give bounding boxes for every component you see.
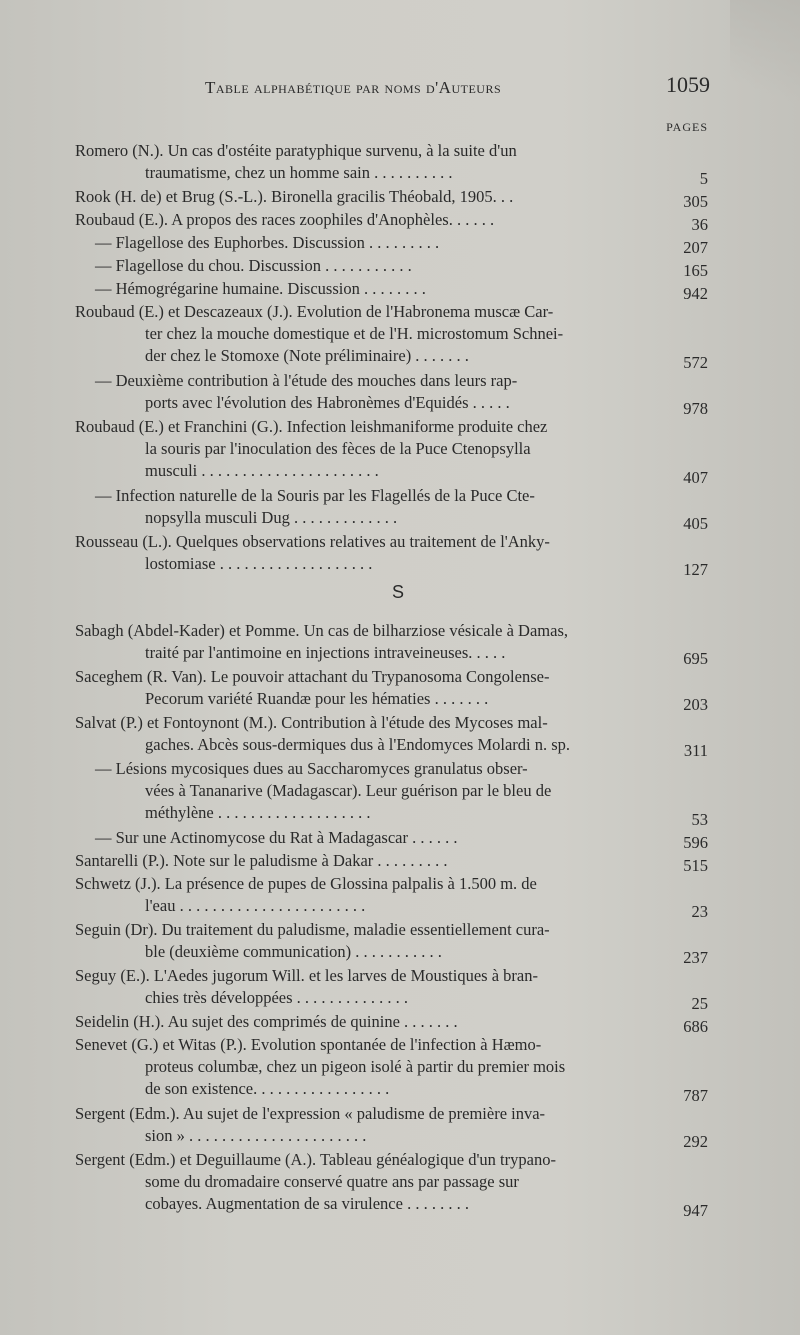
entry-line: traité par l'antimoine en injections intraveineuses. . . . . [145, 643, 506, 662]
index-entry [75, 209, 675, 231]
entry-page-number: 515 [683, 856, 708, 875]
entry-line: musculi . . . . . . . . . . . . . . . . . . . . . . [145, 461, 379, 480]
index-entry [75, 186, 675, 208]
entry-page-number: 127 [683, 560, 708, 579]
entry-line: — Flagellose des Euphorbes. Discussion . . . . . . . . . [95, 233, 440, 252]
index-entry [75, 712, 675, 756]
entry-line: Saceghem (R. Van). Le pouvoir attachant du Trypanosoma Congolense- [75, 667, 550, 686]
entry-line: cobayes. Augmentation de sa virulence . . . . . . . . [145, 1194, 469, 1213]
index-entry [75, 416, 675, 482]
index-entry [75, 827, 675, 849]
entry-page-number: 695 [683, 649, 708, 668]
entry-line: gaches. Abcès sous-dermiques dus à l'Endomyces Molardi n. sp. [145, 735, 571, 754]
index-entry [75, 666, 675, 710]
index-entry [75, 485, 675, 529]
entry-line: Pecorum variété Ruandæ pour les hématies . . . . . . . [145, 689, 489, 708]
index-entry [75, 1103, 675, 1147]
page-number: 1059 [666, 72, 710, 97]
entry-page-number: 5 [699, 169, 708, 188]
index-entry [75, 850, 675, 872]
entry-page-number: 407 [683, 468, 708, 487]
index-entry [75, 1149, 675, 1215]
entry-line: ports avec l'évolution des Habronèmes d'Equidés . . . . . [145, 393, 510, 412]
entry-page-number: 311 [683, 741, 708, 760]
entry-line: Rousseau (L.). Quelques observations relatives au traitement de l'Anky- [75, 532, 550, 551]
entry-page-number: 686 [683, 1017, 708, 1036]
entry-line: Sergent (Edm.) et Deguillaume (A.). Tableau généalogique d'un trypano- [75, 1150, 556, 1169]
entry-line: traumatisme, chez un homme sain . . . . . . . . . . [145, 163, 453, 182]
entry-line: Schwetz (J.). La présence de pupes de Glossina palpalis à 1.500 m. de [75, 874, 537, 893]
entry-line: Seidelin (H.). Au sujet des comprimés de quinine . . . . . . . [75, 1012, 458, 1031]
entry-line: sion » . . . . . . . . . . . . . . . . . . . . . . [145, 1126, 367, 1145]
entry-line: la souris par l'inoculation des fèces de la Puce Ctenopsylla [145, 439, 531, 458]
entry-page-number: 572 [683, 353, 708, 372]
entry-page-number: 292 [683, 1132, 708, 1151]
entry-line: — Infection naturelle de la Souris par les Flagellés de la Puce Cte- [95, 486, 535, 505]
entry-line: — Lésions mycosiques dues au Saccharomyces granulatus obser- [95, 759, 528, 778]
entry-page-number: 942 [683, 284, 708, 303]
index-entry [75, 140, 675, 184]
entry-page-number: 53 [691, 810, 708, 829]
entry-line: Rook (H. de) et Brug (S.-L.). Bironella gracilis Théobald, 1905. . . [75, 187, 514, 206]
entry-line: Roubaud (E.) et Descazeaux (J.). Evolution de l'Habronema muscæ Car- [75, 302, 554, 321]
index-entry [75, 758, 675, 824]
entry-page-number: 405 [683, 514, 708, 533]
entry-line: Sabagh (Abdel-Kader) et Pomme. Un cas de bilharziose vésicale à Damas, [75, 621, 568, 640]
index-entry [75, 255, 675, 277]
index-entry [75, 873, 675, 917]
index-entry [75, 232, 675, 254]
entry-page-number: 36 [691, 215, 708, 234]
entry-page-number: 207 [683, 238, 708, 257]
entry-line: Santarelli (P.). Note sur le paludisme à Dakar . . . . . . . . . [75, 851, 448, 870]
entry-page-number: 596 [683, 833, 708, 852]
entry-line: — Hémogrégarine humaine. Discussion . . . . . . . . [95, 279, 426, 298]
index-entry [75, 919, 675, 963]
entry-line: some du dromadaire conservé quatre ans par passage sur [145, 1172, 519, 1191]
entry-page-number: 787 [683, 1086, 708, 1105]
entry-page-number: 947 [683, 1201, 708, 1220]
entry-line: — Deuxième contribution à l'étude des mouches dans leurs rap- [95, 371, 518, 390]
entry-line: vées à Tananarive (Madagascar). Leur guérison par le bleu de [145, 781, 552, 800]
section-letter: S [392, 582, 405, 602]
header-title: Table alphabétique par noms d'Auteurs [205, 78, 502, 97]
index-entry [75, 278, 675, 300]
entry-line: l'eau . . . . . . . . . . . . . . . . . . . . . . . [145, 896, 366, 915]
entry-page-number: 165 [683, 261, 708, 280]
entry-page-number: 25 [691, 994, 708, 1013]
entry-line: — Sur une Actinomycose du Rat à Madagascar . . . . . . [95, 828, 458, 847]
entry-line: lostomiase . . . . . . . . . . . . . . . . . . . [145, 554, 373, 573]
pages-column-label: PAGES [666, 120, 708, 134]
entry-line: ter chez la mouche domestique et de l'H. microstomum Schnei- [145, 324, 564, 343]
entry-page-number: 23 [691, 902, 708, 921]
entry-line: ble (deuxième communication) . . . . . . . . . . . [145, 942, 442, 961]
index-entry [75, 965, 675, 1009]
entry-page-number: 978 [683, 399, 708, 418]
entry-line: chies très développées . . . . . . . . . . . . . . [145, 988, 409, 1007]
entry-line: méthylène . . . . . . . . . . . . . . . . . . . [145, 803, 371, 822]
index-entry [75, 531, 675, 575]
index-entry [75, 301, 675, 367]
index-entry [75, 370, 675, 414]
entry-line: proteus columbæ, chez un pigeon isolé à partir du premier mois [145, 1057, 566, 1076]
entry-line: Romero (N.). Un cas d'ostéite paratyphique survenu, à la suite d'un [75, 141, 517, 160]
page-fold [730, 0, 800, 150]
entry-line: nopsylla musculi Dug . . . . . . . . . . . . . [145, 508, 398, 527]
entry-line: de son existence. . . . . . . . . . . . . . . . . [145, 1079, 390, 1098]
entry-page-number: 237 [683, 948, 708, 967]
entry-line: Roubaud (E.). A propos des races zoophiles d'Anophèles. . . . . . [75, 210, 495, 229]
entry-line: Senevet (G.) et Witas (P.). Evolution spontanée de l'infection à Hæmo- [75, 1035, 542, 1054]
running-header [200, 72, 720, 102]
index-entry [75, 1011, 675, 1033]
entry-line: Sergent (Edm.). Au sujet de l'expression « paludisme de première inva- [75, 1104, 546, 1123]
entry-line: der chez le Stomoxe (Note préliminaire) . . . . . . . [145, 346, 469, 365]
index-entry [75, 620, 675, 664]
index-entry [75, 1034, 675, 1100]
entry-page-number: 305 [683, 192, 708, 211]
entry-line: Seguin (Dr). Du traitement du paludisme, maladie essentiellement cura- [75, 920, 550, 939]
entry-page-number: 203 [683, 695, 708, 714]
entry-line: Salvat (P.) et Fontoynont (M.). Contribution à l'étude des Mycoses mal- [75, 713, 548, 732]
entry-line: Roubaud (E.) et Franchini (G.). Infection leishmaniforme produite chez [75, 417, 548, 436]
entry-line: Seguy (E.). L'Aedes jugorum Will. et les larves de Moustiques à bran- [75, 966, 538, 985]
entry-line: — Flagellose du chou. Discussion . . . . . . . . . . . [95, 256, 412, 275]
